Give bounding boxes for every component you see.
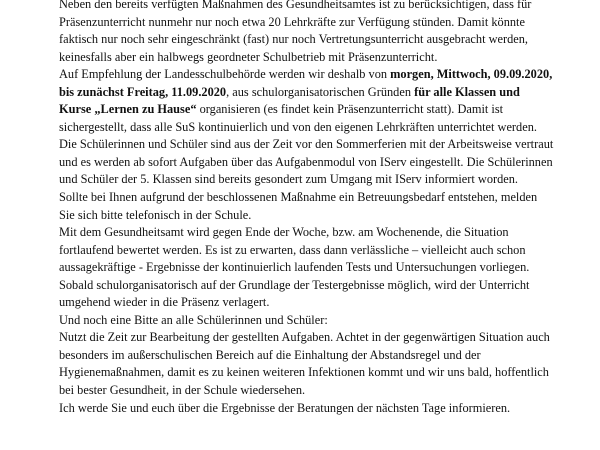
- text-line: Und noch eine Bitte an alle Schülerinnen und Schüler:: [59, 312, 328, 327]
- text-line: [59, 66, 559, 84]
- text-line: keinesfalls aber ein halbwegs geordneter Schulbetrieb mit Präsenzunterricht.: [59, 49, 438, 64]
- text-segment: , aus schulorganisatorischen Gründen: [226, 84, 415, 99]
- date-start-highlight: morgen, Mittwoch, 09.09.2020,: [390, 67, 553, 82]
- text-line: [59, 101, 559, 119]
- text-line: bei bester Gesundheit, in der Schule wiedersehen.: [59, 383, 306, 398]
- paragraph-closing: [59, 400, 559, 418]
- text-segment: organisieren (es findet kein Präsenzunterricht statt). Damit ist: [196, 102, 504, 117]
- text-line: Sobald schulorganisatorisch auf der Grundlage der Testergebnisse möglich, wird der Unterricht: [59, 277, 530, 292]
- paragraph-care-need: [59, 189, 559, 224]
- text-line: aussagekräftige - Ergebnisse der kontinuierlich laufenden Tests und Untersuchungen vorliegen.: [59, 260, 530, 275]
- scope-highlight: für alle Klassen und: [414, 84, 520, 99]
- text-line: Ich werde Sie und euch über die Ergebnisse der Beratungen der nächsten Tage informieren.: [59, 400, 511, 415]
- text-line: Sollte bei Ihnen aufgrund der beschlossenen Maßnahme ein Betreuungsbedarf entstehen, melden: [59, 190, 538, 205]
- text-line: Mit dem Gesundheitsamt wird gegen Ende der Woche, bzw. am Wochenende, die Situation: [59, 225, 509, 240]
- text-segment: Auf Empfehlung der Landesschulbehörde werden wir deshalb von: [59, 67, 391, 82]
- text-line: Präsenzunterricht nunmehr nur noch etwa 20 Lehrkräfte zur Verfügung stünden. Damit könnte: [59, 14, 525, 29]
- text-line: Neben den bereits verfügten Maßnahmen des Gesundheitsamtes ist zu berücksichtigen, dass für: [59, 0, 532, 11]
- text-line: und Schüler der 5. Klassen sind bereits gesondert zum Umgang mit IServ informiert worden.: [59, 172, 519, 187]
- text-line: Sie sich bitte telefonisch in der Schule.: [59, 207, 252, 222]
- letter-body: [59, 0, 559, 417]
- text-line: fortlaufend bewertet werden. Es ist zu erwarten, dass dann verlässliche – vielleicht auch schon: [59, 242, 526, 257]
- text-line: Hygienemaßnahmen, damit es zu keinen weiteren Infektionen kommt und wir uns bald, hoffentlich: [59, 365, 549, 380]
- date-end-highlight: bis zunächst Freitag, 11.09.2020: [59, 84, 227, 99]
- text-line: umgehend wieder in die Präsenz verlagert.: [59, 295, 270, 310]
- text-line: sichergestellt, dass alle SuS kontinuierlich und von den eigenen Lehrkräften unterrichtet werden.: [59, 119, 537, 134]
- text-line: faktisch nur noch sehr eingeschränkt (fast) nur noch Vertretungsunterricht ausgebracht werden,: [59, 32, 529, 47]
- lernen-zu-hause-highlight: Kurse „Lernen zu Hause“: [59, 102, 197, 117]
- paragraph-staff-situation: [59, 0, 559, 66]
- text-line: [59, 84, 559, 102]
- paragraph-student-request: [59, 312, 559, 400]
- text-line: Die Schülerinnen und Schüler sind aus der Zeit vor den Sommerferien mit der Arbeitsweise vertraut: [59, 137, 554, 152]
- paragraph-health-office: [59, 224, 559, 312]
- paragraph-home-learning: [59, 66, 559, 189]
- text-line: besonders im außerschulischen Bereich auf die Einhaltung der Abstandsregel und der: [59, 347, 481, 362]
- text-line: und es werden ab sofort Aufgaben über das Aufgabenmodul von IServ eingestellt. Die Schülerinnen: [59, 154, 553, 169]
- text-line: Nutzt die Zeit zur Bearbeitung der gestellten Aufgaben. Achtet in der gegenwärtigen Situation auch: [59, 330, 550, 345]
